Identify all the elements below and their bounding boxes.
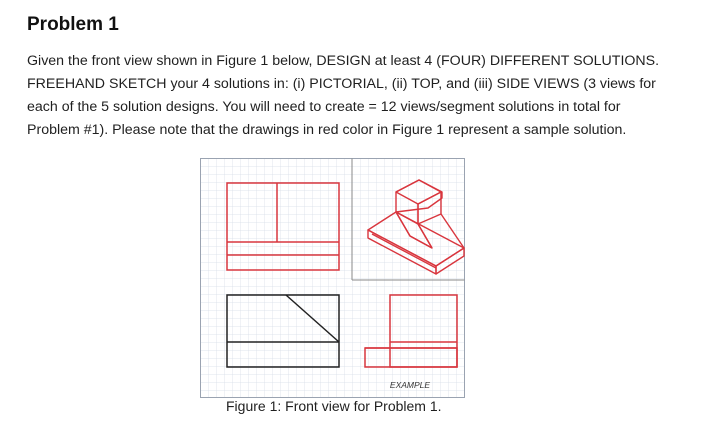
figure-1-drawing <box>200 158 465 398</box>
figure-1 <box>200 158 465 398</box>
statement-line: Problem #1). Please note that the drawings in red color in Figure 1 represent a sample solution. <box>27 122 627 138</box>
statement-line: Given the front view shown in Figure 1 below, DESIGN at least 4 (FOUR) DIFFERENT SOLUTIONS. <box>27 53 660 69</box>
statement-line: each of the 5 solution designs. You will need to create = 12 views/segment solutions in total for <box>27 99 621 115</box>
example-label: EXAMPLE <box>389 380 431 390</box>
grid-border <box>201 159 465 398</box>
problem-statement <box>27 50 687 142</box>
problem-title: Problem 1 <box>27 14 119 35</box>
statement-line: FREEHAND SKETCH your 4 solutions in: (i) PICTORIAL, (ii) TOP, and (iii) SIDE VIEWS (3 views for <box>27 76 656 92</box>
figure-caption: Figure 1: Front view for Problem 1. <box>226 398 442 414</box>
